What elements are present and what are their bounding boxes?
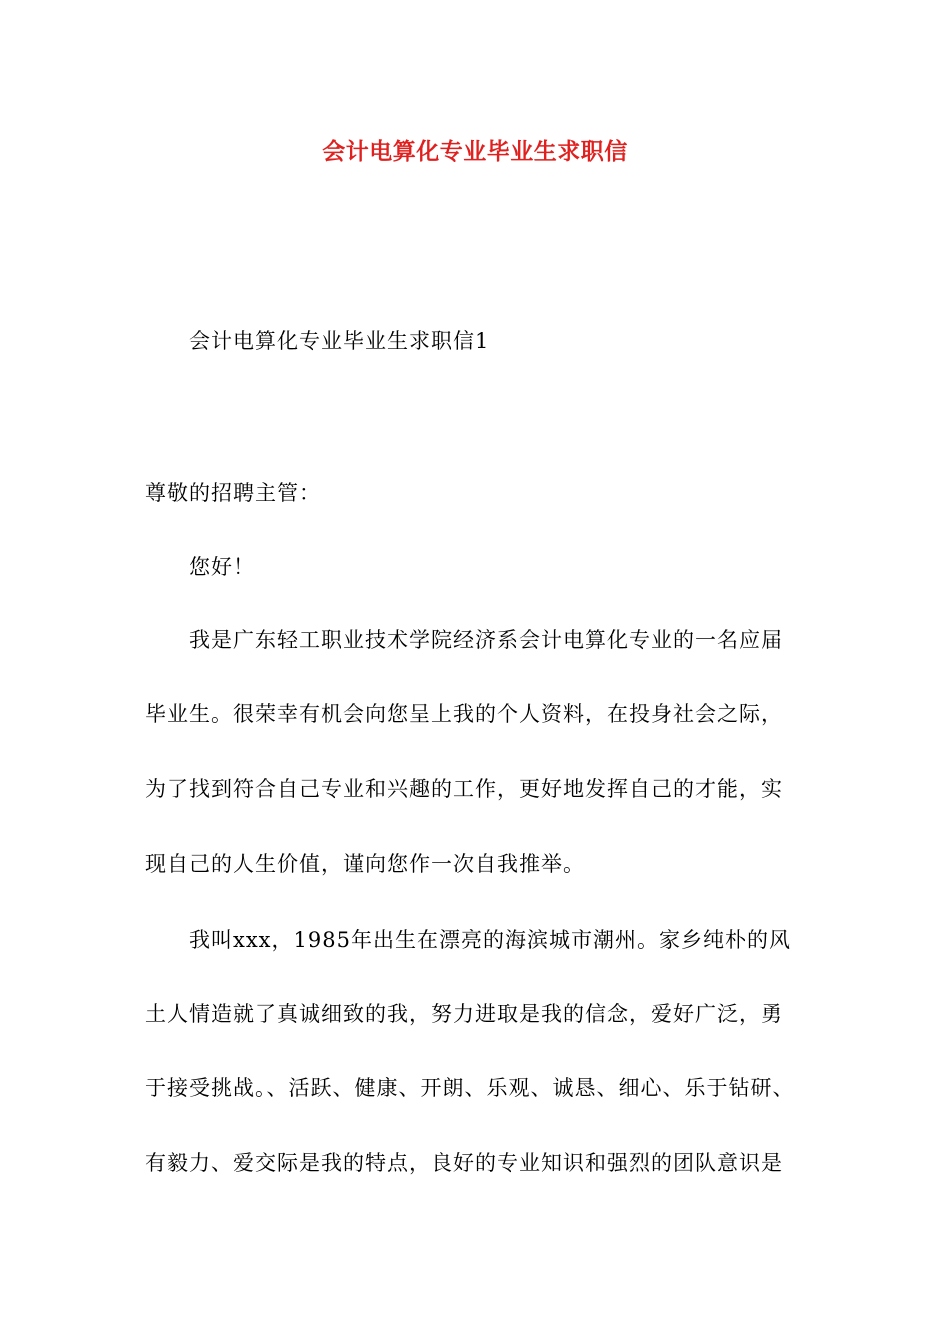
paragraph-line: 于接受挑战。、活跃、健康、开朗、乐观、诚恳、细心、乐于钻研、 bbox=[145, 1076, 795, 1100]
paragraph-line: 我是广东轻工职业技术学院经济系会计电算化专业的一名应届 bbox=[189, 628, 783, 652]
paragraph-line: 现自己的人生价值，谨向您作一次自我推举。 bbox=[145, 852, 585, 876]
paragraph-line: 有毅力、爱交际是我的特点，良好的专业知识和强烈的团队意识是 bbox=[145, 1151, 783, 1175]
paragraph-line: 为了找到符合自己专业和兴趣的工作，更好地发挥自己的才能，实 bbox=[145, 777, 783, 801]
letter-heading: 会计电算化专业毕业生求职信1 bbox=[189, 329, 490, 353]
paragraph-line: 毕业生。很荣幸有机会向您呈上我的个人资料，在投身社会之际， bbox=[145, 702, 783, 726]
salutation: 尊敬的招聘主管： bbox=[145, 481, 321, 505]
paragraph-line: 土人情造就了真诚细致的我，努力进取是我的信念，爱好广泛，勇 bbox=[145, 1002, 783, 1026]
document-title: 会计电算化专业毕业生求职信 bbox=[322, 139, 628, 165]
paragraph-line: 我叫xxx，1985年出生在漂亮的海滨城市潮州。家乡纯朴的风 bbox=[189, 928, 791, 952]
greeting: 您好！ bbox=[189, 555, 255, 579]
